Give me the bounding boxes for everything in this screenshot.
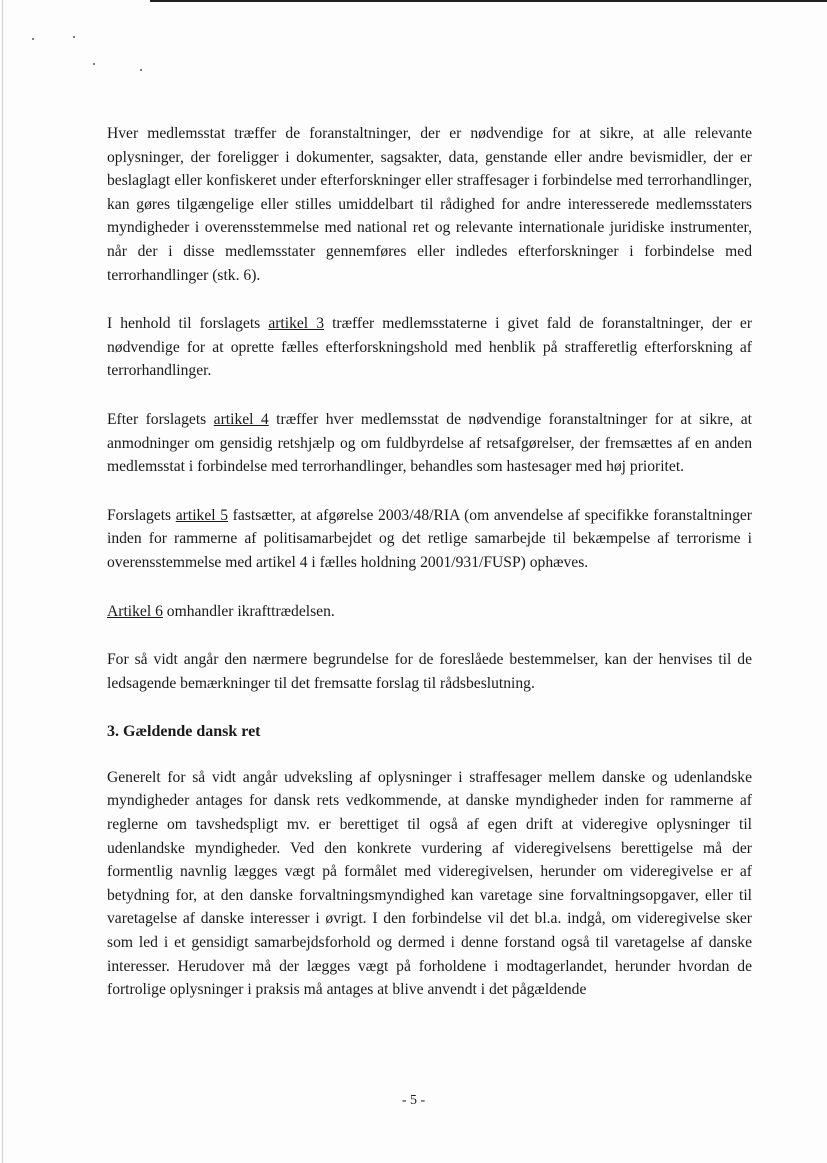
- artikel-6-ref: Artikel 6: [107, 602, 163, 620]
- artikel-3-ref: artikel 3: [268, 315, 325, 333]
- top-scan-line: [150, 0, 827, 2]
- scan-speck: [73, 36, 75, 38]
- artikel-5-ref: artikel 5: [175, 506, 229, 524]
- paragraph-artikel-6: [107, 600, 752, 624]
- paragraph-begrundelse: For så vidt angår den nærmere begrundelse for de foreslåede bestemmelser, kan der henvises til de ledsagende bemærkninger til det fremsatte forslag til rådsbeslutning.: [107, 651, 752, 692]
- paragraph-text: træffer medlemsstaterne i givet fald de foranstaltninger, der er nødvendige for at oprette fælles efterforskningshold med henblik på strafferetlig efterforskning af terrorhandlinger.: [107, 315, 753, 380]
- paragraph-text: fastsætter, at afgørelse 2003/48/RIA (om anvendelse af specifikke foranstaltninger inden for rammerne af politisamarbejdet og det retlige samarbejde til bekæmpelse af terrorisme i overensstemmelse med artikel 4 i fælles holdning 2001/931/FUSP) ophæves.: [107, 506, 752, 571]
- paragraph-artikel-4: [107, 408, 752, 479]
- page-number: - 5 -: [401, 1093, 426, 1108]
- scan-speck: [32, 38, 34, 40]
- paragraph-artikel-5: [107, 504, 752, 575]
- paragraph-artikel-3: [107, 312, 752, 383]
- left-scan-edge: [2, 0, 3, 1163]
- paragraph-text: omhandler ikrafttrædelsen.: [162, 602, 335, 620]
- scan-speck: [140, 69, 142, 71]
- paragraph-gaeldende-ret: Generelt for så vidt angår udveksling af oplysninger i straffesager mellem danske og udenlandske myndigheder antages for dansk rets vedkommende, at danske myndigheder inden for rammerne af reglerne om tavshedspligt mv. er berettiget til også af egen drift at videregive oplysninger til udenlandske myndigheder. Ved den konkrete vurdering af videregivelsens berettigelse må der formentlig navnlig lægges vægt på formålet med videregivelsen, herunder om videregivelse er af betydning for, at den danske forvaltningsmyndighed kan varetage sine forvaltningsopgaver, eller til varetagelse af danske interesser i øvrigt. I den forbindelse vil det bl.a. indgå, om videregivelse sker som led i et gensidigt samarbejdsforhold og dermed i denne forstand også til varetagelse af danske interesser. Herudover må der lægges vægt på forholdene i modtagerlandet, herunder hvordan de fortrolige oplysninger i praksis må antages at blive anvendt i det pågældende: [107, 768, 752, 999]
- paragraph-text: Efter forslagets: [107, 410, 214, 428]
- artikel-4-ref: artikel 4: [213, 410, 269, 428]
- paragraph-text: I henhold til forslagets: [107, 315, 269, 333]
- scan-speck: [93, 63, 95, 65]
- paragraph-stk6: Hver medlemsstat træffer de foranstaltninger, der er nødvendige for at sikre, at alle relevante oplysninger, der foreligger i dokumenter, sagsakter, data, genstande eller andre bevismidler, der er beslaglagt eller konfiskeret under efterforskninger eller straffesager i forbindelse med terrorhandlinger, kan gøres tilgængelige eller stilles umiddelbart til rådighed for andre interesserede medlemsstaters myndigheder i overensstemmelse med national ret og relevante internationale juridiske instrumenter, når der i disse medlemsstater gennemføres eller indledes efterforskninger i forbindelse med terrorhandlinger (stk. 6).: [107, 125, 752, 284]
- document-body: [107, 122, 752, 1002]
- section-heading: 3. Gældende dansk ret: [107, 723, 261, 741]
- paragraph-text: træffer hver medlemsstat de nødvendige foranstaltninger for at sikre, at anmodninger om gensidig retshjælp og om fuldbyrdelse af retsafgørelser, der fremsættes af en anden medlemsstat i forbindelse med terrorhandlinger, behandles som hastesager med høj prioritet.: [107, 410, 752, 476]
- paragraph-text: Forslagets: [107, 506, 176, 524]
